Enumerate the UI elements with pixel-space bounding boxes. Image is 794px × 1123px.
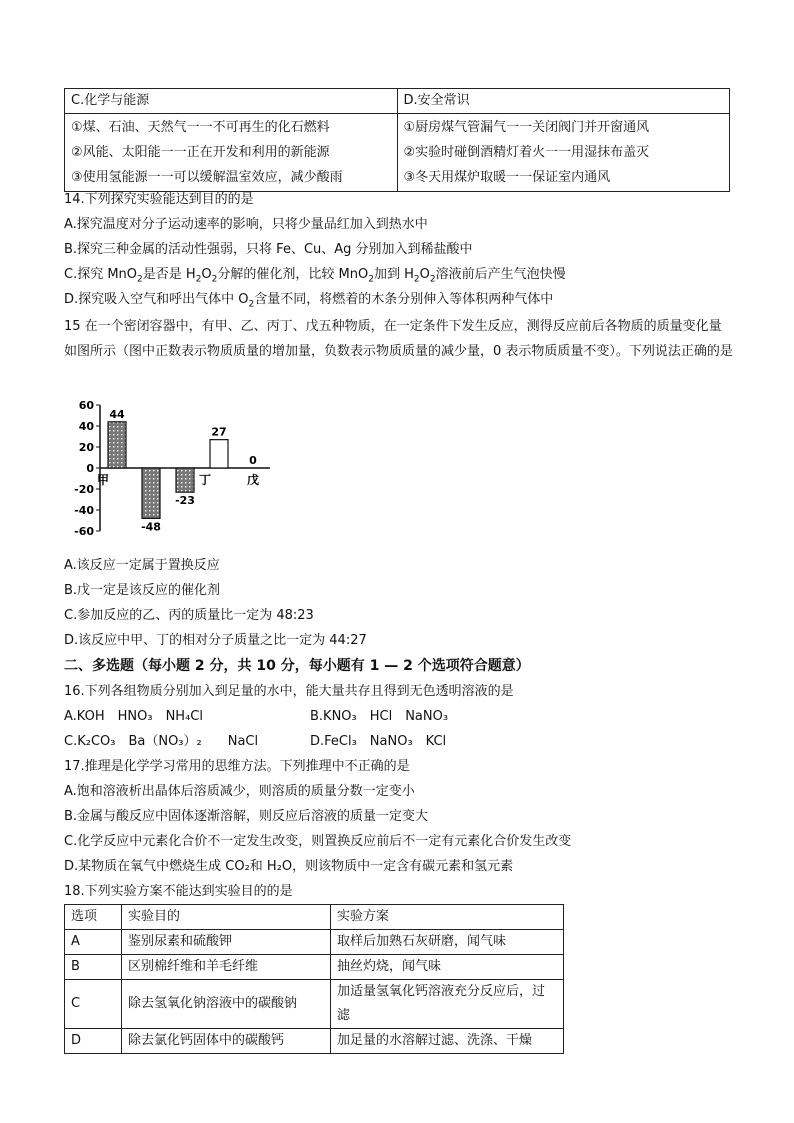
list-item: ①厨房煤气管漏气一一关闭阀门并开窗通风 [403, 120, 650, 135]
table-cell: 区别棉纤维和羊毛纤维 [122, 955, 331, 980]
data-label: -23 [175, 494, 195, 508]
table-cell: A [65, 930, 122, 955]
y-tick-label: 40 [78, 420, 94, 433]
q15-option-d: D.该反应中甲、丁的相对分子质量之比一定为 44:27 [64, 633, 367, 648]
table-cell: D [65, 1029, 122, 1054]
table-header: 实验目的 [122, 905, 331, 930]
table-cell-d [397, 114, 730, 192]
table-header-d: D.安全常识 [397, 89, 730, 114]
data-label: -48 [141, 520, 161, 534]
list-item: ③冬天用煤炉取暖一一保证室内通风 [403, 170, 611, 185]
section-heading: 二、多选题（每小题 2 分，共 10 分，每小题有 1 — 2 个选项符合题意） [64, 658, 530, 674]
q14-option-a: A.探究温度对分子运动速率的影响，只将少量品红加入到热水中 [64, 217, 428, 232]
bar-1 [108, 422, 126, 468]
table-cell: 加足量的水溶解过滤、洗涤、干燥 [331, 1029, 564, 1054]
q14-option-d: D.探究吸入空气和呼出气体中 $O_2$含量不同，将燃着的木条分别伸入等体积两种气体中 [64, 292, 554, 310]
data-label: 0 [249, 454, 257, 467]
q18-stem: 18.下列实验方案不能达到实验目的的是 [64, 884, 293, 899]
table-header: 实验方案 [331, 905, 564, 930]
y-tick-label: 20 [78, 441, 94, 454]
list-item: ③使用氢能源一一可以缓解温室效应，减少酸雨 [71, 170, 343, 185]
q17-option-b: B.金属与酸反应中固体逐渐溶解，则反应后溶液的质量一定变大 [64, 809, 429, 824]
table-header: 选项 [65, 905, 122, 930]
y-tick-label: -60 [74, 525, 94, 538]
table-row [65, 1029, 564, 1054]
bar-2 [142, 468, 160, 518]
mass-change-bar-chart [60, 393, 272, 543]
list-item: ②风能、太阳能一一正在开发和利用的新能源 [71, 145, 330, 160]
table-row [65, 980, 564, 1029]
q17-option-c: C.化学反应中元素化合价不一定发生改变，则置换反应前后不一定有元素化合价发生改变 [64, 834, 572, 849]
table-cell: 取样后加熟石灰研磨，闻气味 [331, 930, 564, 955]
table-cell: 鉴别尿素和硫酸钾 [122, 930, 331, 955]
q16-option-d: D.FeCl₃ NaNO₃ KCl [310, 734, 447, 749]
q16-option-a: A.KOH HNO₃ NH₄Cl [64, 709, 203, 724]
bar-4 [210, 440, 228, 468]
q15-stem: 15 在一个密闭容器中，有甲、乙、丙丁、戊五种物质，在一定条件下发生反应，测得反应前后各物质的质量变化量如图所示（图中正数表示物质质量的增加量，负数表示物质质量的减少量，0 表示物质质量不变）。下列说法正确的是 [64, 319, 733, 359]
q17-option-d: D.某物质在氧气中燃烧生成 CO₂和 H₂O，则该物质中一定含有碳元素和氢元素 [64, 859, 514, 874]
data-label: 27 [211, 425, 227, 439]
q15-option-a: A.该反应一定属于置换反应 [64, 558, 220, 573]
q17-stem: 17.推理是化学学习常用的思维方法。下列推理中不正确的是 [64, 759, 410, 774]
category-label: 甲 [96, 473, 110, 487]
table-cell: 除去氢氧化钠溶液中的碳酸钠 [122, 980, 331, 1029]
table-row [65, 930, 564, 955]
y-tick-label: -20 [74, 483, 94, 496]
y-tick-label: 0 [86, 462, 94, 475]
table-cell: B [65, 955, 122, 980]
table-row [65, 905, 564, 930]
data-label: 44 [109, 407, 125, 421]
list-item: ①煤、石油、天然气一一不可再生的化石燃料 [71, 120, 330, 135]
table-cell: 除去氯化钙固体中的碳酸钙 [122, 1029, 331, 1054]
y-tick-label: 60 [78, 399, 94, 412]
category-label: 戊 [246, 473, 260, 487]
table-row [65, 955, 564, 980]
table-chemistry-safety [64, 88, 730, 192]
q14-option-c: C.探究 MnO$_2$是否是 $H_2O_2$分解的催化剂，比较 MnO$_2$加到 $H_2O_2$溶液前后产生气泡快慢 [64, 267, 566, 285]
category-label: 丁 [198, 473, 212, 487]
table-header-c: C.化学与能源 [65, 89, 398, 114]
q15-option-b: B.戊一定是该反应的催化剂 [64, 583, 221, 598]
list-item: ②实验时碰倒酒精灯着火一一用湿抹布盖灭 [403, 145, 650, 160]
q16-stem: 16.下列各组物质分别加入到足量的水中，能大量共存且得到无色透明溶液的是 [64, 684, 514, 699]
table-cell-c [65, 114, 398, 192]
y-tick-label: -40 [74, 504, 94, 517]
table-cell: 加适量氢氧化钙溶液充分反应后，过滤 [331, 980, 564, 1029]
table-cell: C [65, 980, 122, 1029]
q16-option-b: B.KNO₃ HCl NaNO₃ [310, 709, 449, 724]
q14-option-b: B.探究三种金属的活动性强弱，只将 Fe、Cu、Ag 分别加入到稀盐酸中 [64, 242, 473, 257]
bar-3 [176, 468, 194, 492]
table-cell: 抽丝灼烧，闻气味 [331, 955, 564, 980]
q15-option-c: C.参加反应的乙、丙的质量比一定为 48:23 [64, 608, 314, 623]
q18-table [64, 904, 564, 1054]
q16-option-c: C.K₂CO₃ Ba（NO₃）₂ NaCl [64, 734, 259, 749]
q17-option-a: A.饱和溶液析出晶体后溶质减少，则溶质的质量分数一定变小 [64, 784, 415, 799]
q14-stem: 14.下列探究实验能达到目的的是 [64, 192, 254, 207]
